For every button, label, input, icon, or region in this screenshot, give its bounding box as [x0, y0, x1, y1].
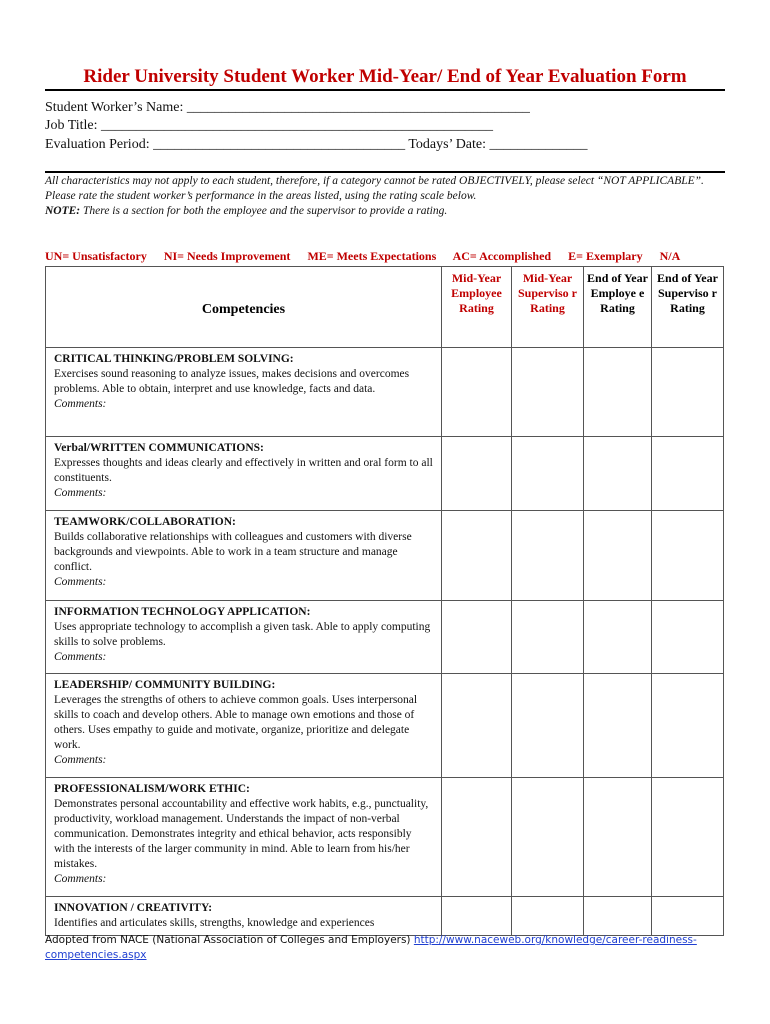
- competency-title: INNOVATION / CREATIVITY:: [54, 902, 213, 914]
- competency-cell: [46, 601, 442, 674]
- competency-description: Builds collaborative relationships with colleagues and customers with diverse backgrounds and viewpoints. Able to work in a team structure and manage conflict.: [54, 531, 412, 573]
- instruction-note: [45, 204, 725, 219]
- rating-cell-midyear-supervisor[interactable]: [512, 601, 584, 674]
- rating-cell-end-supervisor[interactable]: [652, 437, 724, 511]
- header-midyear-supervisor: Mid-Year Superviso r Rating: [512, 267, 584, 348]
- scale-na: N/A: [659, 249, 681, 263]
- rating-cell-midyear-supervisor[interactable]: [512, 348, 584, 437]
- competency-cell: [46, 674, 442, 778]
- rating-cell-midyear-employee[interactable]: [442, 437, 512, 511]
- comments-label: Comments:: [54, 576, 107, 588]
- table-row: [46, 437, 724, 511]
- comments-label: Comments:: [54, 754, 107, 766]
- header-end-supervisor: End of Year Superviso r Rating: [652, 267, 724, 348]
- rating-cell-end-supervisor[interactable]: [652, 778, 724, 897]
- competency-cell: [46, 778, 442, 897]
- nace-link[interactable]: http://www.naceweb.org/knowledge/career-readiness-competencies.aspx: [45, 934, 697, 961]
- instructions: [45, 174, 725, 219]
- competency-title: Verbal/WRITTEN COMMUNICATIONS:: [54, 442, 264, 454]
- rating-cell-midyear-supervisor[interactable]: [512, 897, 584, 936]
- scale-e: E= Exemplary: [568, 249, 643, 263]
- comments-label: Comments:: [54, 398, 107, 410]
- rating-cell-end-supervisor[interactable]: [652, 348, 724, 437]
- rating-cell-midyear-supervisor[interactable]: [512, 511, 584, 601]
- rating-cell-midyear-supervisor[interactable]: [512, 674, 584, 778]
- table-row: [46, 348, 724, 437]
- competency-cell: [46, 897, 442, 936]
- competency-description: Exercises sound reasoning to analyze issues, makes decisions and overcomes problems. Able to obtain, interpret and use knowledge, facts and data.: [54, 368, 410, 395]
- rating-cell-end-employee[interactable]: [584, 778, 652, 897]
- rating-cell-end-supervisor[interactable]: [652, 601, 724, 674]
- table-row: [46, 601, 724, 674]
- competency-title: INFORMATION TECHNOLOGY APPLICATION:: [54, 606, 311, 618]
- table-row: [46, 674, 724, 778]
- note-label: NOTE:: [45, 205, 81, 217]
- competency-title: TEAMWORK/COLLABORATION:: [54, 516, 236, 528]
- comments-label: Comments:: [54, 651, 107, 663]
- comments-label: Comments:: [54, 487, 107, 499]
- job-title-field: Job Title: ________________________________________________________: [45, 118, 494, 133]
- section-divider: [45, 171, 725, 173]
- competency-title: PROFESSIONALISM/WORK ETHIC:: [54, 783, 250, 795]
- competency-description: Identifies and articulates skills, strengths, knowledge and experiences: [54, 917, 375, 929]
- scale-me: ME= Meets Expectations: [307, 249, 437, 263]
- competency-title: LEADERSHIP/ COMMUNITY BUILDING:: [54, 679, 276, 691]
- rating-cell-end-employee[interactable]: [584, 601, 652, 674]
- scale-un: UN= Unsatisfactory: [45, 249, 147, 263]
- rating-cell-end-employee[interactable]: [584, 511, 652, 601]
- rating-cell-end-employee[interactable]: [584, 437, 652, 511]
- rating-cell-midyear-employee[interactable]: [442, 674, 512, 778]
- rating-cell-midyear-employee[interactable]: [442, 601, 512, 674]
- header-end-employee: End of Year Employe e Rating: [584, 267, 652, 348]
- title-underline: [45, 89, 725, 91]
- competency-description: Demonstrates personal accountability and effective work habits, e.g., punctuality, productivity, workload management. Understands the impact of non-verbal communication. Demonstrates integrity and ethical behavior, acts responsibly with the interests of the larger community in mind. Able to learn from his/her mistakes.: [54, 798, 429, 870]
- rating-cell-midyear-supervisor[interactable]: [512, 437, 584, 511]
- table-row: [46, 778, 724, 897]
- rating-cell-midyear-supervisor[interactable]: [512, 778, 584, 897]
- student-name-field: Student Worker’s Name: _________________________________________________: [45, 100, 530, 115]
- note-text: There is a section for both the employee and the supervisor to provide a rating.: [80, 205, 448, 217]
- table-header-row: [46, 267, 724, 348]
- rating-cell-midyear-employee[interactable]: [442, 348, 512, 437]
- footer-text: Adopted from NACE (National Association of Colleges and Employers): [45, 934, 414, 946]
- competency-description: Uses appropriate technology to accomplish a given task. Able to apply computing skills to solve problems.: [54, 621, 431, 648]
- scale-ac: AC= Accomplished: [452, 249, 552, 263]
- rating-cell-end-supervisor[interactable]: [652, 897, 724, 936]
- footer-attribution: [45, 933, 725, 963]
- instruction-not-applicable: All characteristics may not apply to each student, therefore, if a category cannot be rated OBJECTIVELY, please select “NOT APPLICABLE”.: [45, 175, 704, 187]
- rating-cell-midyear-employee[interactable]: [442, 778, 512, 897]
- competency-cell: [46, 348, 442, 437]
- comments-label: Comments:: [54, 873, 107, 885]
- header-competencies: Competencies: [46, 267, 442, 348]
- header-midyear-employee: Mid-Year Employee Rating: [442, 267, 512, 348]
- rating-cell-end-employee[interactable]: [584, 674, 652, 778]
- rating-cell-midyear-employee[interactable]: [442, 897, 512, 936]
- competencies-table: [45, 266, 724, 936]
- rating-cell-midyear-employee[interactable]: [442, 511, 512, 601]
- form-title: Rider University Student Worker Mid-Year/ End of Year Evaluation Form: [83, 66, 687, 87]
- evaluation-period-field: Evaluation Period: ____________________________________ Todays’ Date: ______________: [45, 137, 588, 152]
- competency-title: CRITICAL THINKING/PROBLEM SOLVING:: [54, 353, 294, 365]
- competency-description: Expresses thoughts and ideas clearly and effectively in written and oral form to all constituents.: [54, 457, 433, 484]
- competency-description: Leverages the strengths of others to achieve common goals. Uses interpersonal skills to coach and develop others. Able to manage own emotions and those of others. Uses empathy to guide and motivate, organize, prioritize and delegate work.: [54, 694, 418, 751]
- competency-cell: [46, 437, 442, 511]
- rating-cell-end-supervisor[interactable]: [652, 674, 724, 778]
- rating-scale: [45, 249, 735, 264]
- scale-ni: NI= Needs Improvement: [163, 249, 291, 263]
- table-row: [46, 897, 724, 936]
- rating-cell-end-employee[interactable]: [584, 348, 652, 437]
- competency-cell: [46, 511, 442, 601]
- rating-cell-end-supervisor[interactable]: [652, 511, 724, 601]
- instruction-rate: Please rate the student worker’s performance in the areas listed, using the rating scale below.: [45, 190, 477, 202]
- rating-cell-end-employee[interactable]: [584, 897, 652, 936]
- table-row: [46, 511, 724, 601]
